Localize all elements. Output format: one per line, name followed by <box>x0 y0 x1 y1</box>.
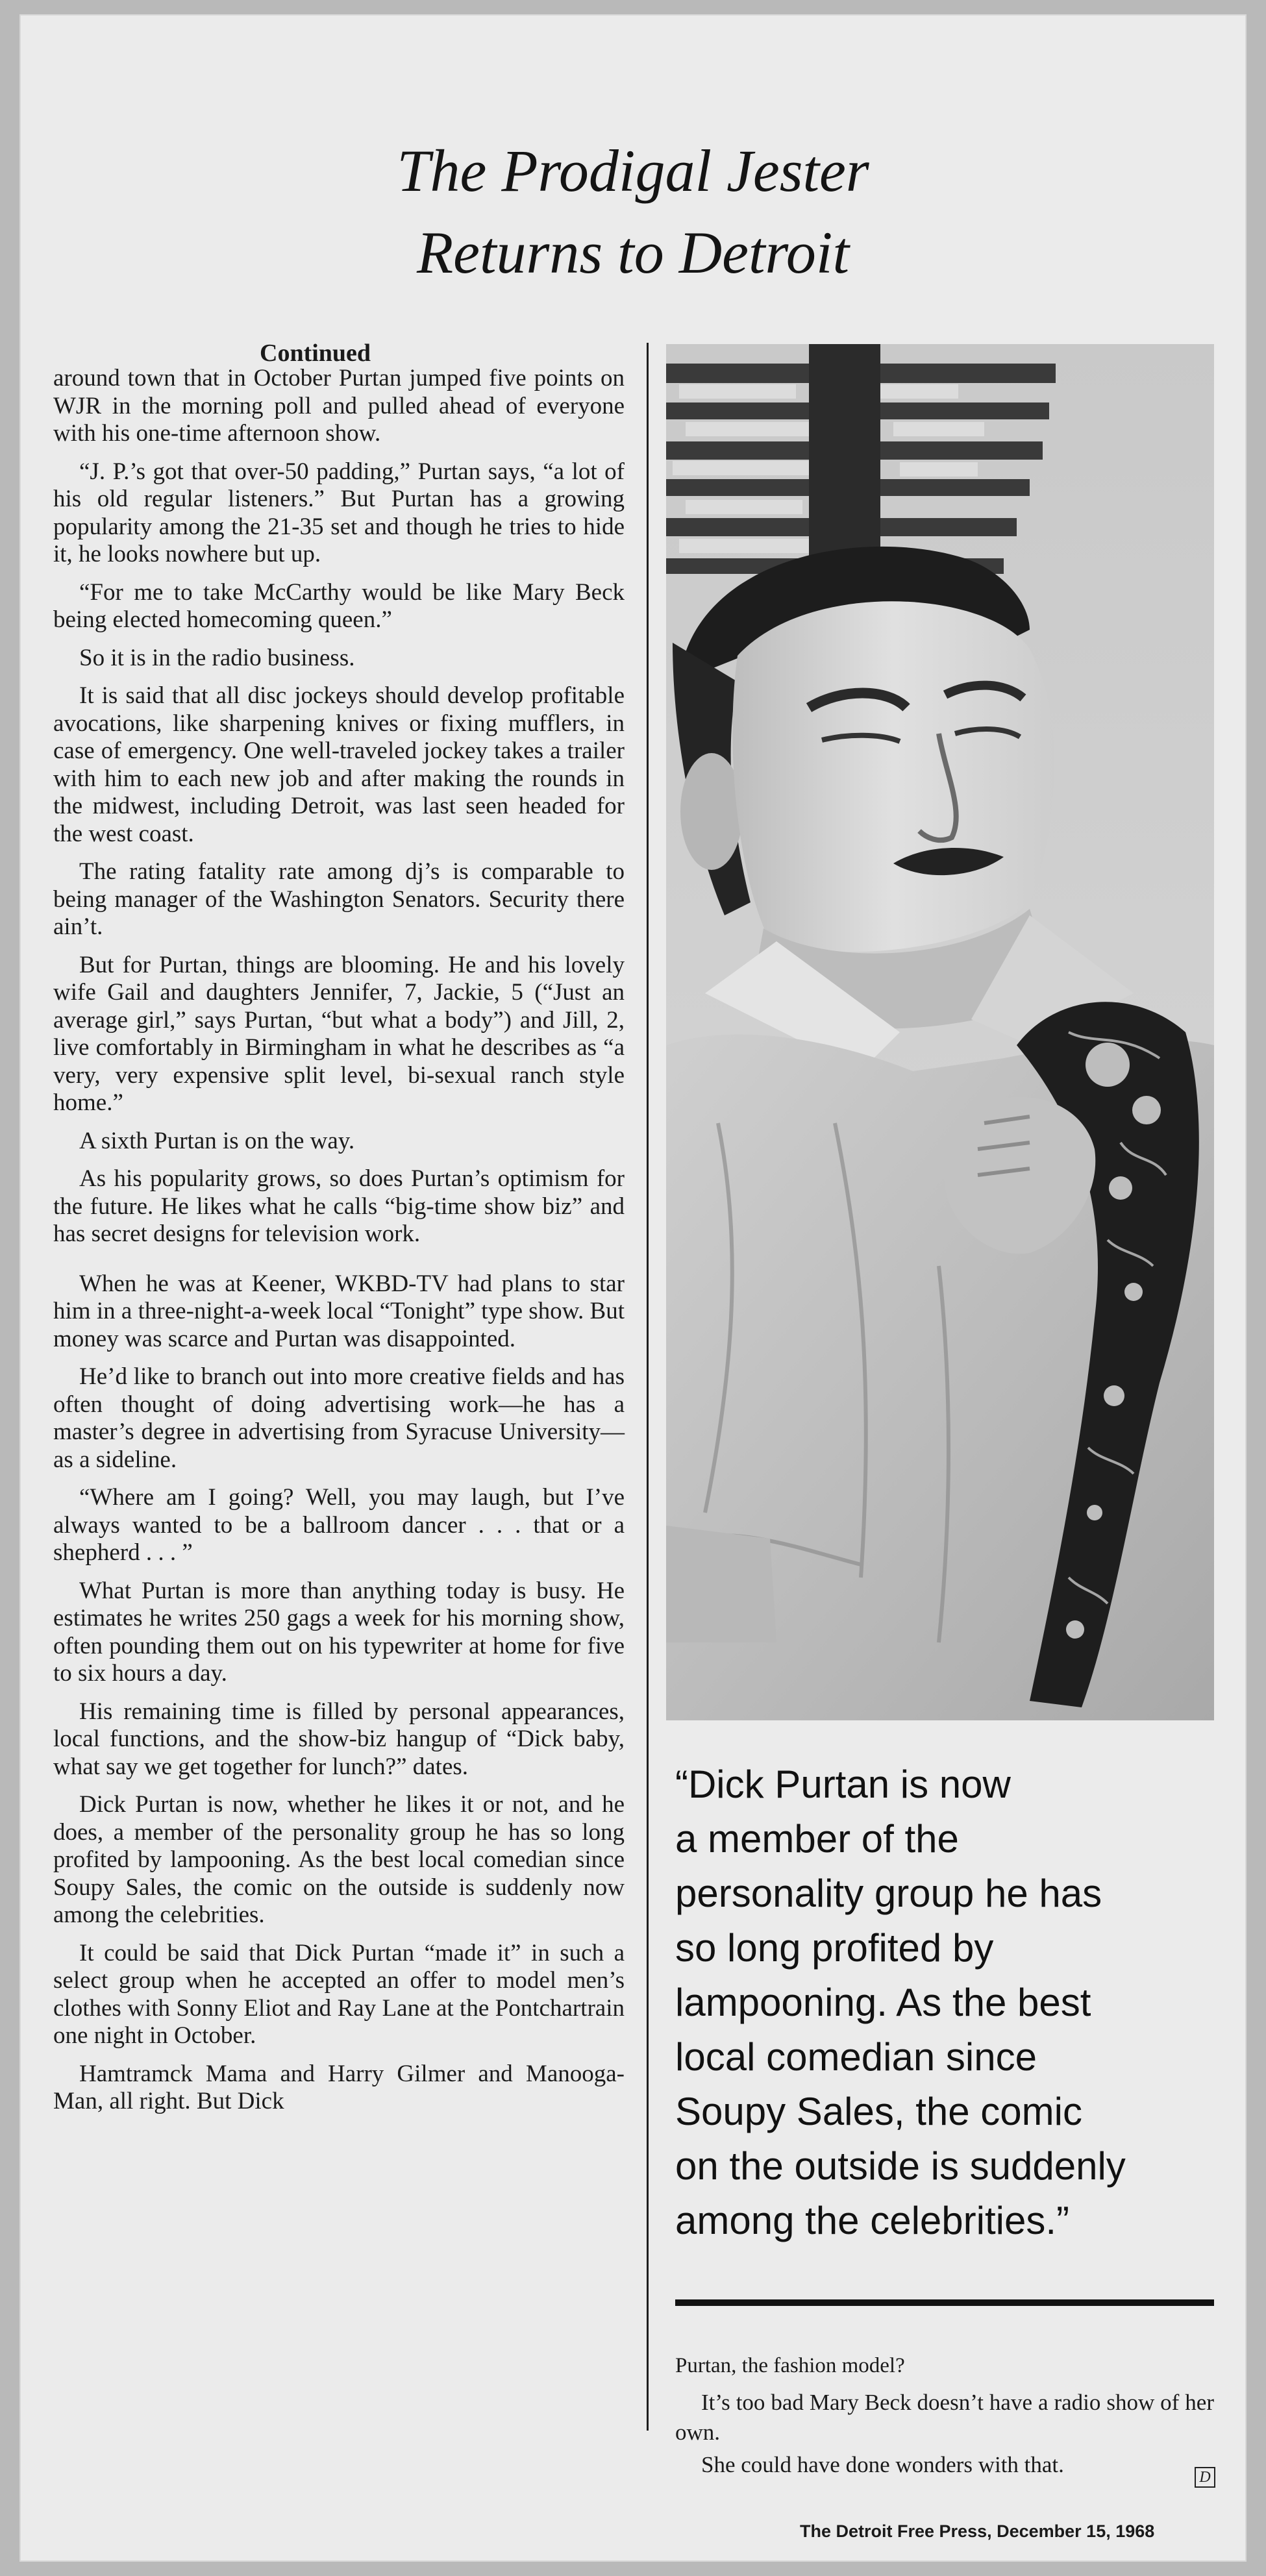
pull-quote-line: lampooning. As the best <box>675 1981 1091 2024</box>
pull-quote <box>675 1757 1247 2248</box>
headline-line-2: Returns to Detroit <box>416 219 850 286</box>
pull-quote-line: on the outside is suddenly <box>675 2144 1126 2188</box>
pull-quote-line: “Dick Purtan is now <box>675 1763 1011 1806</box>
fashion-heading: Purtan, the fashion model? <box>675 2354 905 2377</box>
column-divider <box>647 343 649 2431</box>
body-paragraph: It could be said that Dick Purtan “made it” in such a select group when he accepted an offer to model men’s clothes with Sonny Eliot and Ray Lane at the Pontchartrain one night in October. <box>53 1939 625 2049</box>
end-mark-icon: D <box>1195 2467 1215 2488</box>
pull-quote-line: personality group he has <box>675 1872 1102 1915</box>
body-paragraph: It is said that all disc jockeys should develop profitable avocations, like sharpening knives or fixing mufflers, in case of emergency. One well-traveled jockey takes a trailer with him to each new job and after making the rounds in the midwest, including Detroit, was last seen headed for the west coast. <box>53 682 625 847</box>
pull-quote-line: a member of the <box>675 1817 959 1861</box>
headline <box>19 130 1247 293</box>
pull-quote-line: Soupy Sales, the comic <box>675 2090 1082 2133</box>
closing-paragraph: She could have done wonders with that. <box>701 2452 1064 2477</box>
body-paragraph: Hamtramck Mama and Harry Gilmer and Manooga-Man, all right. But Dick <box>53 2060 625 2114</box>
body-paragraph: He’d like to branch out into more creative fields and has often thought of doing advertising work—he has a master’s degree in advertising from Syracuse University—as a sideline. <box>53 1363 625 1473</box>
continued-label: Continued <box>260 340 371 367</box>
portrait-photo <box>666 344 1214 1720</box>
portrait-illustration <box>666 344 1214 1720</box>
section-rule <box>675 2299 1214 2306</box>
article-body-column <box>53 365 625 2126</box>
body-paragraph: “For me to take McCarthy would be like Mary Beck being elected homecoming queen.” <box>53 578 625 633</box>
pull-quote-line: local comedian since <box>675 2035 1037 2079</box>
body-paragraph: His remaining time is filled by personal appearances, local functions, and the show-biz hangup of “Dick baby, what say we get together for lunch?” dates. <box>53 1698 625 1780</box>
body-paragraph: What Purtan is more than anything today is busy. He estimates he writes 250 gags a week for his morning show, often pounding them out on his typewriter at home for five to six hours a day. <box>53 1577 625 1687</box>
body-paragraph: So it is in the radio business. <box>79 644 355 671</box>
body-paragraph: When he was at Keener, WKBD-TV had plans to star him in a three-night-a-week local “Tonight” type show. But money was scarce and Purtan was disappointed. <box>53 1270 625 1352</box>
body-paragraph: A sixth Purtan is on the way. <box>79 1127 355 1154</box>
source-credit: The Detroit Free Press, December 15, 1968 <box>800 2521 1155 2541</box>
body-paragraph: around town that in October Purtan jumped five points on WJR in the morning poll and pulled ahead of everyone with his one-time afternoon show. <box>53 365 625 447</box>
pull-quote-line: so long profited by <box>675 1926 994 1970</box>
body-paragraph: Dick Purtan is now, whether he likes it or not, and he does, a member of the personality group he has so long profited by lampooning. As the best local comedian since Soupy Sales, the comic on the outside is suddenly now among the celebrities. <box>53 1791 625 1928</box>
body-paragraph: As his popularity grows, so does Purtan’s optimism for the future. He likes what he calls “big-time show biz” and has secret designs for television work. <box>53 1165 625 1247</box>
body-paragraph: The rating fatality rate among dj’s is comparable to being manager of the Washington Senators. Security there ain’t. <box>53 858 625 940</box>
closing-paragraphs <box>675 2388 1214 2483</box>
pull-quote-line: among the celebrities.” <box>675 2199 1069 2242</box>
body-paragraph: But for Purtan, things are blooming. He and his lovely wife Gail and daughters Jennifer, 7, Jackie, 5 (“Just an average girl,” says Purtan, “but what a body”) and Jill, 2, live comfortably in Birmingham in what he describes as “a very, very expensive split level, bi-sexual ranch style home.” <box>53 951 625 1116</box>
closing-paragraph: It’s too bad Mary Beck doesn’t have a radio show of her own. <box>675 2390 1214 2445</box>
body-paragraph: “Where am I going? Well, you may laugh, but I’ve always wanted to be a ballroom dancer . . . that or a shepherd . . . ” <box>53 1484 625 1566</box>
headline-line-1: The Prodigal Jester <box>397 138 869 204</box>
newspaper-page <box>19 14 1247 2562</box>
body-paragraph: “J. P.’s got that over-50 padding,” Purtan says, “a lot of his old regular listeners.” But Purtan has a growing popularity among the 21-35 set and though he tries to hide it, he looks nowhere but up. <box>53 458 625 567</box>
